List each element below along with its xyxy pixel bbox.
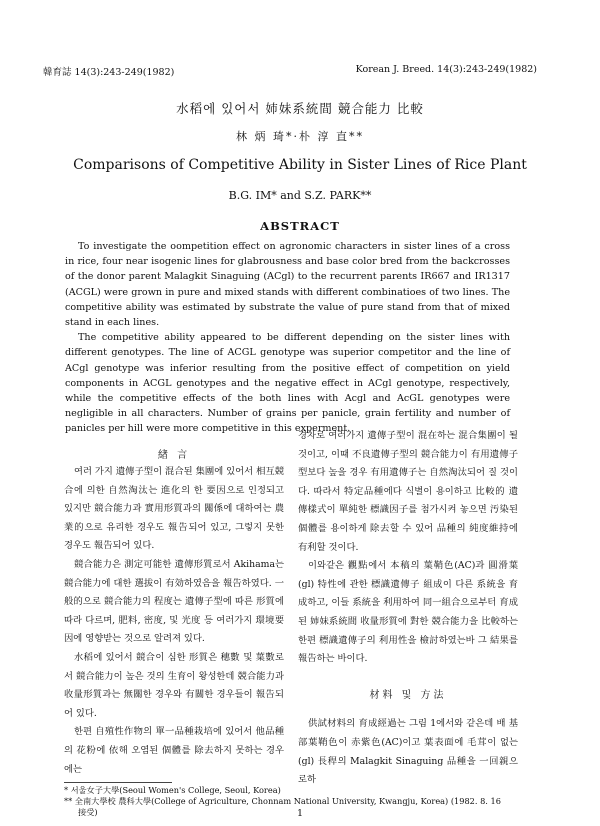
intro-paragraph: 競合能力은 測定可能한 遺傳形質로서 Akihama는 競合能力에 대한 選拔이 有効하였음을 報告하였다. 一般的으로 競合能力의 程度는 遺傳子型에 따른 形質에 따라 다르며, 肥料, 密度, 및 光度 등 여러가지 環境要因에 영향받는 것으로 알려져 있다. [64,558,284,645]
footnote-1: * 서울女子大學(Seoul Women's College, Seoul, Korea) [64,785,281,795]
intro-paragraph: 한편 自殖性作物의 單一品種栽培에 있어서 他品種의 花粉에 依해 오염된 個體를 除去하지 못하는 경우에는 [64,726,284,775]
intro-paragraph: 이와같은 觀點에서 本稿의 葉鞘色(AC)과 圓滑葉(gl) 特性에 관한 標識遺傳子 組成이 다른 系統을 育成하고, 이들 系統을 利用하여 同一組合으로부터 育成된 姉妹系統間 收量形質에 對한 競合能力을 比較하는 한편 標識遺傳子의 利用性을 檢討하였는바 그 結果를 報告하는 바이다. [298,560,518,665]
methods-heading: 材料 및 方法 [369,689,447,701]
intro-heading: 緖 言 [157,450,191,461]
footnote-2: ** 全南大學校 農科大學(College of Agriculture, Chonnam National University, Kwangju, Korea) (1982. 8. 16 [64,796,501,806]
title-english: Comparisons of Competitive Ability in Sister Lines of Rice Plant [73,157,527,173]
authors-english: B.G. IM* and S.Z. PARK** [228,189,372,202]
journal-header-korean: 韓育誌 14(3):243-249(1982) [43,67,175,78]
intro-continuation: 경차로 여러가지 遺傳子型이 混在하는 混合集團이 될 것이고, 이때 不良遺傳子型의 競合能力이 有用遺傳子型보다 높을 경우 有用遺傳子는 自然淘汰되어 질 것이다. 따라서 特定品種에다 식별이 용이하고 比較的 遺傳樣式이 單純한 標識因子를 첨가시켜 놓으면 汚染된 個體를 용이하게 除去할 수 있어 品種의 純度維持에 有利할 것이다. [298,430,518,553]
abstract-paragraph: The competitive ability appeared to be different depending on the sister lines with different genotypes. The line of ACGL genotype was superior competitor and the line of ACgl genotype was inferior resulting from the positive effect of competition on yield components in ACGL genotypes and the negative effect in ACgl genotype, respectively, while the competitive effects of the both lines with Acgl and AcGL genotypes were negligible in all characters. Number of grains per panicle, grain fertility and number of panicles per hill were more competitive in this experment. [65,332,510,435]
left-column [64,463,284,779]
abstract-paragraph: To investigate the oompetition effect on agronomic characters in sister lines of a cross in rice, four near isogenic lines for glabrousness and base color bred from the backcrosses of the donor parent Malagkit Sinaguing (ACgl) to the recurrent parents IR667 and IR1317 (ACGL) were grown in pure and mixed stands with different combinatioes of two lines. The competitive ability was estimated by substrate the value of pure stand from that of mixed stand in each lines. [65,241,510,329]
title-korean: 水稻에 있어서 姉妹系統間 競合能力 比較 [176,101,424,116]
journal-header-english: Korean J. Breed. 14(3):243-249(1982) [355,64,537,75]
intro-paragraph: 水稻에 있어서 競合이 심한 形質은 穗數 및 葉數로서 競合能力이 높은 것의 生育이 왕성한데 競合能力과 收量形質과는 無關한 경우와 有關한 경우들이 報告되어 있다. [64,651,284,719]
methods-paragraph: 供試材料의 育成經過는 그림 1에서와 같은데 배 基部葉鞘色이 赤紫色(AC)이고 葉表面에 毛茸이 없는 (gl) 長稈의 Malagkit Sinaguing 品種을 一回親으로하 [298,718,518,786]
footnote-rule [64,782,172,783]
authors-korean: 林 炳 琦*·朴 淳 直** [236,130,364,143]
abstract-heading: ABSTRACT [260,219,340,233]
abstract-body [65,239,510,437]
intro-paragraph: 여러 가지 遺傳子型이 混合된 集團에 있어서 相互競合에 의한 自然淘汰는 進化의 한 要因으로 인정되고 있지만 競合能力과 實用形質과의 關係에 대하여는 農業的으로 유리한 경우도 報告되어 있고, 그렇지 못한 경우도 報告되어 있다. [64,466,284,552]
page-number: 1 [296,808,304,819]
footnote-2-cont: 接受) [78,807,98,817]
right-column [298,427,518,790]
